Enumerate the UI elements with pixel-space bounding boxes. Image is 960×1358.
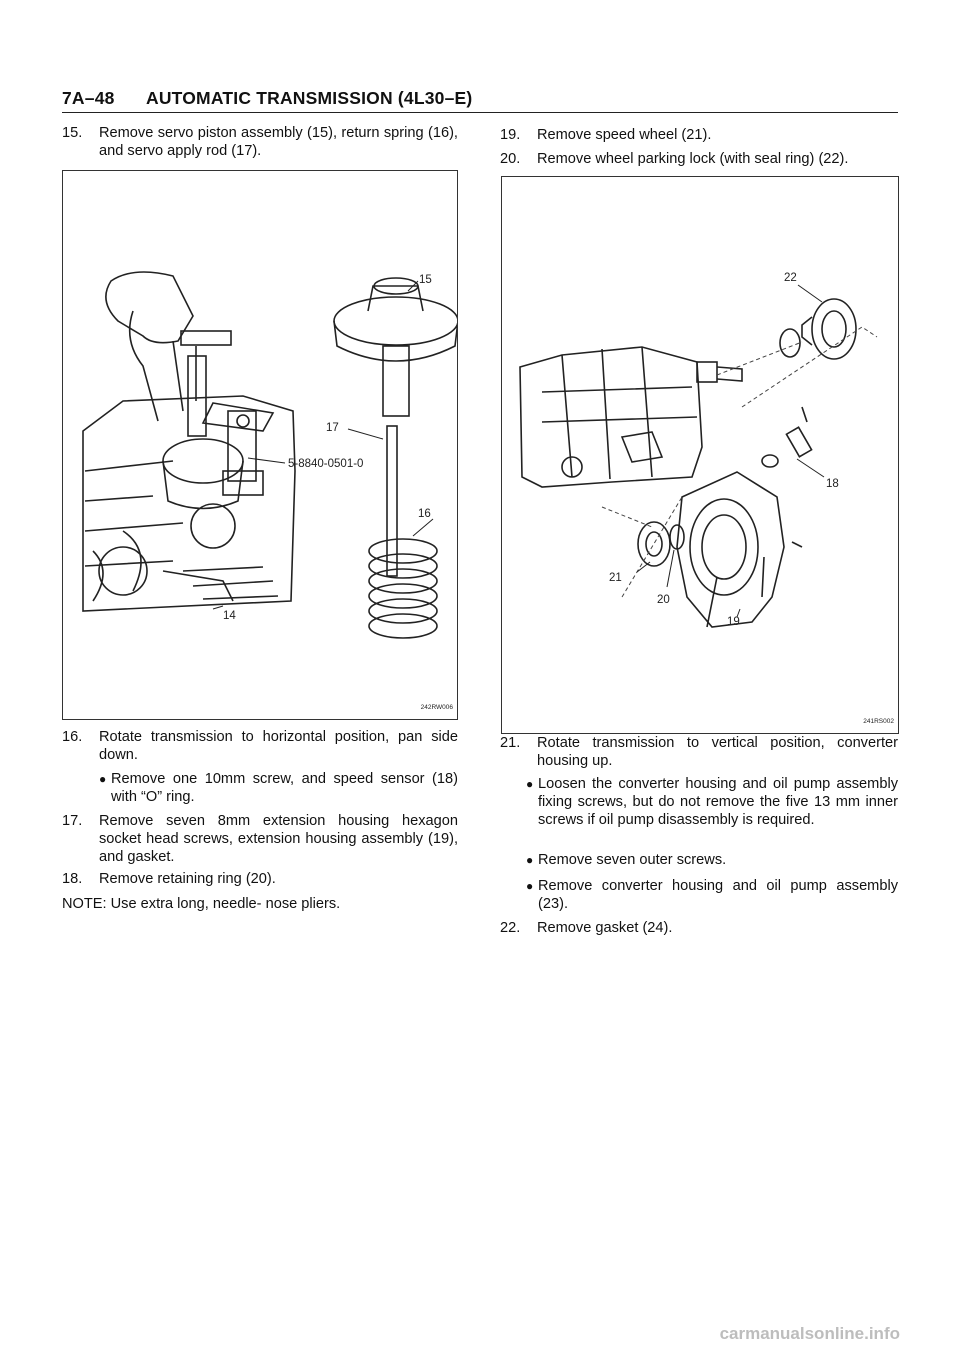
bullet-text: Remove seven outer screws. [538,852,727,868]
bullet-icon: ● [526,879,534,893]
step-21 [500,734,898,770]
figure-extension-housing [501,176,899,734]
callout-14: 14 [223,610,236,622]
callout-19: 19 [727,616,740,628]
step-number: 22. [500,920,521,936]
step-number: 17. [62,813,83,829]
bullet-16 [99,770,458,806]
figure-code: 242RW006 [420,704,453,711]
bullet-icon: ● [526,853,534,867]
page-title: AUTOMATIC TRANSMISSION (4L30–E) [146,88,473,108]
bullet-21a [526,775,898,829]
section-number: 7A–48 [62,88,115,108]
step-16 [62,728,458,764]
step-number: 16. [62,729,83,745]
bullet-icon: ● [99,772,107,786]
step-text: Remove speed wheel (21). [537,127,712,143]
step-17 [62,812,458,866]
step-number: 19. [500,127,521,143]
callout-17: 17 [326,422,339,434]
callout-20: 20 [657,594,670,606]
bullet-text: Remove converter housing and oil pump assembly (23). [538,878,898,912]
step-number: 20. [500,151,521,167]
callout-22: 22 [784,272,797,284]
bullet-21b [526,851,898,869]
step-text: Remove seven 8mm extension housing hexagon socket head screws, extension housing assembly (19), and gasket. [99,813,458,865]
step-text: Remove retaining ring (20). [99,871,276,887]
step-18 [62,870,458,888]
bullet-icon: ● [526,777,534,791]
step-text: Remove gasket (24). [537,920,673,936]
figure-code: 241RS002 [863,718,894,725]
bullet-text: Remove one 10mm screw, and speed sensor (18) with “O” ring. [111,771,458,805]
callout-16: 16 [418,508,431,520]
step-22 [500,919,898,937]
bullet-text: Loosen the converter housing and oil pump assembly fixing screws, but do not remove the five 13 mm inner screws if oil pump disassembly is required. [538,776,898,828]
header-divider [62,112,898,113]
step-text: Rotate transmission to horizontal position, pan side down. [99,729,458,763]
step-text: Remove wheel parking lock (with seal ring) (22). [537,151,849,167]
callout-18: 18 [826,478,839,490]
callout-21: 21 [609,572,622,584]
step-19 [500,126,898,144]
step-text: Rotate transmission to vertical position, converter housing up. [537,735,898,769]
transmission-illustration [502,177,898,733]
watermark-text: carmanualsonline.info [719,1324,900,1343]
step-number: 18. [62,871,83,887]
step-20 [500,150,898,168]
servo-illustration [63,171,457,719]
step-number: 15. [62,125,83,141]
note: NOTE: Use extra long, needle- nose pliers. [62,896,341,912]
step-text: Remove servo piston assembly (15), return spring (16), and servo apply rod (17). [99,125,458,159]
callout-15: 15 [419,274,432,286]
step-15 [62,124,458,160]
callout-tool: 5-8840-0501-0 [288,458,364,470]
bullet-21c [526,877,898,913]
figure-servo-piston [62,170,458,720]
step-number: 21. [500,735,521,751]
